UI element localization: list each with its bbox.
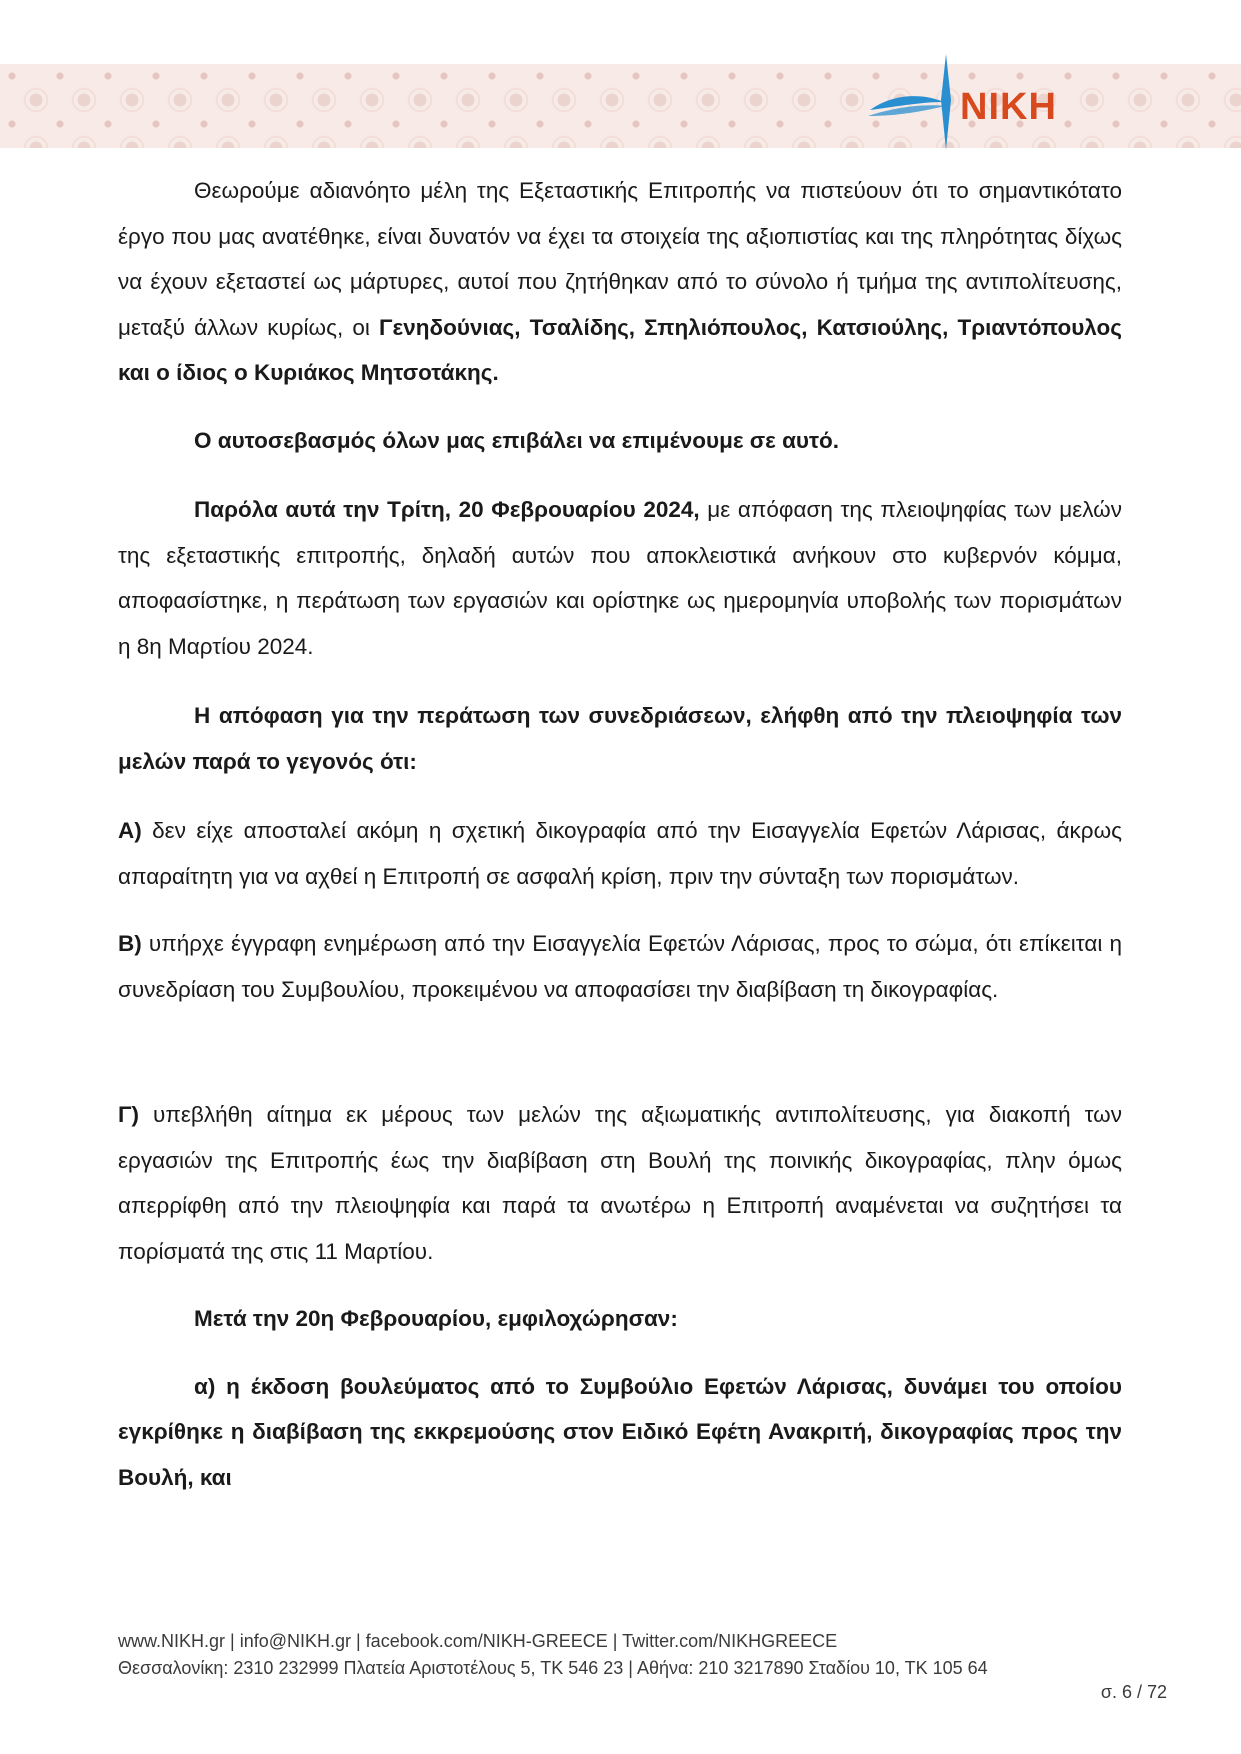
paragraph-2: Ο αυτοσεβασμός όλων μας επιβάλει να επιμένουμε σε αυτό. [194,427,840,453]
item-label-c: Γ) [118,1102,140,1127]
logo-text: NIKH [960,86,1057,128]
witness-names: Γενηδούνιας, Τσαλίδης, Σπηλιόπουλος, Κατσιούλης, Τριαντόπουλος και ο ίδιος ο Κυριάκος Μητσοτάκης. [118,314,1122,385]
paragraph-c [118,1092,1122,1274]
item-label-b: Β) [118,931,142,956]
paragraph-a [118,808,1122,899]
paragraph-4: Η απόφαση για την περάτωση των συνεδριάσεων, ελήφθη από την πλειοψηφία των μελών παρά το γεγονός ότι: [118,703,1122,774]
paragraph-text: Θεωρούμε αδιανόητο μέλη της Εξεταστικής Επιτροπής να πιστεύουν ότι το σημαντικότατο έργο που μας ανατέθηκε, είναι δυνατόν να έχει τα στοιχεία της αξιοπιστίας και της πληρότητας δίχως να έχουν εξεταστεί ως μάρτυρες, αυτοί που ζητήθηκαν από το σύνολο ή τμήμα της αντιπολίτευσης, μεταξύ άλλων κυρίως, οι [118,178,1122,340]
paragraph-3 [118,487,1122,669]
paragraph-text: υπεβλήθη αίτημα εκ μέρους των μελών της αξιωματικής αντιπολίτευσης, για διακοπή των εργασιών της Επιτροπής έως την διαβίβαση στη Βουλή της ποινικής δικογραφίας, πλην όμως απερρίφθη από την πλειοψηφία και παρά τα ανωτέρω η Επιτροπή αναμένεται να συζητήσει τα πορίσματά της στις 11 Μαρτίου. [118,1102,1122,1264]
paragraph-5: Μετά την 20η Φεβρουαρίου, εμφιλοχώρησαν: [194,1306,678,1331]
date-emphasis: Παρόλα αυτά την Τρίτη, 20 Φεβρουαρίου 2024, [194,497,700,522]
paragraph-b [118,921,1122,1012]
brand-logo [850,52,1090,172]
paragraph-1 [118,168,1122,396]
paragraph-text: με απόφαση της πλειοψηφίας των μελών της εξεταστικής επιτροπής, δηλαδή αυτών που αποκλειστικά ανήκουν στο κυβερνόν κόμμα, αποφασίστηκε, η περάτωση των εργασιών και ορίστηκε ως ημερομηνία υποβολής των πορισμάτων η 8η Μαρτίου 2024. [118,497,1122,659]
document-body [118,168,1122,1500]
paragraph-6: α) η έκδοση βουλεύματος από το Συμβούλιο Εφετών Λάρισας, δυνάμει του οποίου εγκρίθηκε η διαβίβαση της εκκρεμούσης στον Ειδικό Εφέτη Ανακριτή, δικογραφίας προς την Βουλή, και [118,1373,1122,1490]
item-label-a: Α) [118,818,142,843]
page-number: σ. 6 / 72 [1100,1682,1167,1702]
footer-contact-links: www.NIKH.gr | info@NIKH.gr | facebook.com/NIKH-GREECE | Twitter.com/NIKHGREECE [118,1631,838,1651]
footer-addresses: Θεσσαλονίκη: 2310 232999 Πλατεία Αριστοτέλους 5, ΤΚ 546 23 | Αθήνα: 210 3217890 Σταδίου 10, ΤΚ 105 64 [118,1658,988,1678]
paragraph-text: δεν είχε αποσταλεί ακόμη η σχετική δικογραφία από την Εισαγγελία Εφετών Λάρισας, άκρως απαραίτητη για να αχθεί η Επιτροπή σε ασφαλή κρίση, πριν την σύνταξη των πορισμάτων. [118,818,1122,889]
paragraph-text: υπήρχε έγγραφη ενημέρωση από την Εισαγγελία Εφετών Λάρισας, προς το σώμα, ότι επίκειται η συνεδρίαση του Συμβουλίου, προκειμένου να αποφασίσει την διαβίβαση τη δικογραφίας. [118,931,1122,1002]
page-footer [118,1628,1118,1682]
